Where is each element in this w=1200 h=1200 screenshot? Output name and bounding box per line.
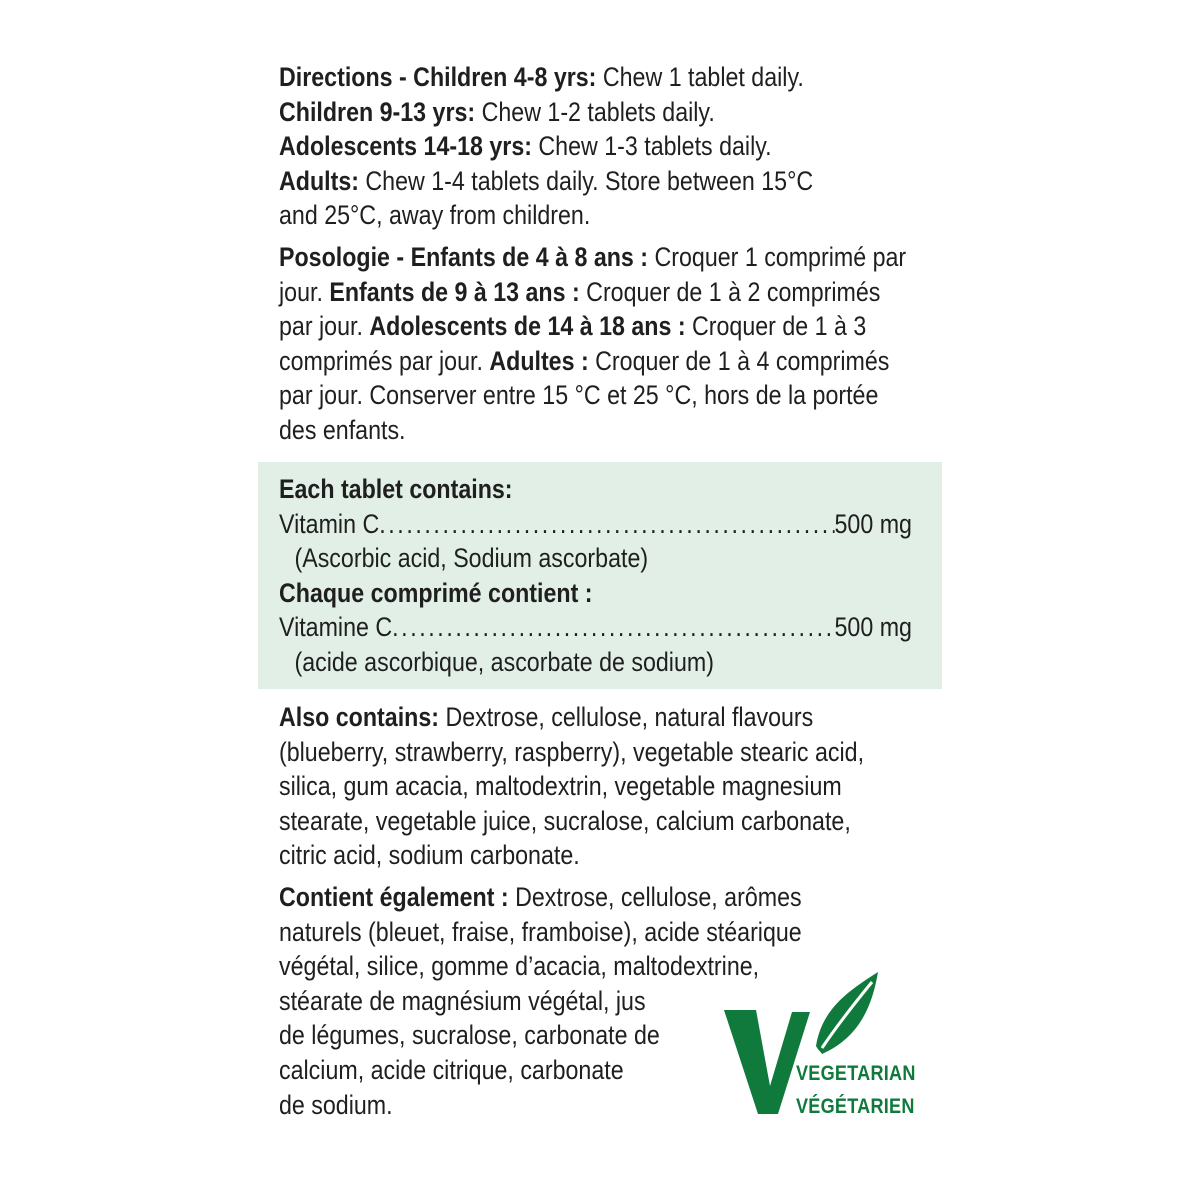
direction-text: Chew 1-4 tablets daily. Store between 15°C and 25°C, away from children.: [279, 165, 814, 231]
ingredient-row-en: [279, 507, 912, 542]
direction-line-adults: [279, 164, 847, 233]
posologie-label: Adolescents de 14 à 18 ans :: [369, 311, 686, 342]
directions-en: [279, 60, 864, 233]
contient-text: Dextrose, cellulose, arômes: [508, 881, 802, 912]
leader-dots: [379, 507, 834, 542]
vegetarian-label-fr: VÉGÉTARIEN: [796, 1095, 915, 1118]
posologie-text: Croquer de 1 à 4 comprimés par jour. Conserver entre 15 °C et 25 °C, hors de la portée des enfants.: [279, 345, 890, 445]
ingredient-name: Vitamin C: [279, 508, 380, 539]
direction-line-children-9-13: [279, 95, 864, 130]
posologie-text: Croquer 1 comprimé par jour.: [279, 241, 907, 307]
also-contains-en: [279, 700, 891, 873]
directions-fr: [279, 240, 909, 448]
direction-line-children-4-8: [279, 60, 864, 95]
ingredients-content: [279, 472, 915, 680]
ingredients-heading-fr: Chaque comprimé contient :: [279, 577, 593, 608]
direction-label: Children 9-13 yrs:: [279, 96, 476, 127]
posologie-label: Enfants de 9 à 13 ans :: [329, 276, 580, 307]
ingredients-heading-en: Each tablet contains:: [279, 474, 513, 504]
ingredient-name: Vitamine C: [279, 612, 393, 643]
direction-text: Chew 1-2 tablets daily.: [475, 96, 715, 127]
contient-text: de sodium.: [279, 1089, 393, 1120]
contient-text: naturels (bleuet, fraise, framboise), acide stéarique: [279, 916, 802, 947]
posologie-text: Croquer de 1 à 3 comprimés par jour.: [279, 311, 867, 376]
direction-label: Directions - Children 4-8 yrs:: [279, 62, 597, 92]
posologie-label: Adultes :: [489, 345, 589, 376]
ingredient-source-fr: (acide ascorbique, ascorbate de sodium): [294, 646, 714, 677]
also-contains-label: Also contains:: [279, 702, 439, 732]
contient-text: stéarate de magnésium végétal, jus: [279, 985, 646, 1016]
direction-line-adolescents: [279, 129, 864, 164]
contient-text: de légumes, sucralose, carbonate de: [279, 1020, 660, 1051]
directions-section: [279, 60, 907, 448]
vegetarian-badge-text: [796, 1057, 916, 1123]
direction-text: Chew 1-3 tablets daily.: [531, 131, 772, 162]
posologie-text: Croquer de 1 à 2 comprimés par jour.: [279, 276, 881, 342]
vegetarian-label-en: VEGETARIAN: [796, 1062, 916, 1085]
contient-text: végétal, silice, gomme d’acacia, maltodextrine,: [279, 951, 760, 982]
direction-text: Chew 1 tablet daily.: [596, 62, 804, 92]
contient-text: calcium, acide citrique, carbonate: [279, 1054, 624, 1085]
direction-label: Adults:: [279, 165, 359, 196]
ingredient-source-en: (Ascorbic acid, Sodium ascorbate): [294, 543, 649, 574]
leader-dots: [392, 610, 834, 645]
also-contains-text: Dextrose, cellulose, natural flavours (blueberry, strawberry, raspberry), vegetable stearic acid, silica, gum acacia, maltodextrin, vegetable magnesium stearate, vegetable juice, sucralose, calcium carbonate, citric acid, sodium carbonate.: [279, 702, 865, 871]
contient-label: Contient également :: [279, 881, 509, 912]
direction-label: Adolescents 14-18 yrs:: [279, 131, 532, 162]
ingredient-amount: 500 mg: [834, 508, 912, 539]
posologie-label: Posologie - Enfants de 4 à 8 ans :: [279, 241, 649, 272]
ingredient-amount: 500 mg: [834, 612, 912, 643]
ingredient-row-fr: [279, 610, 912, 645]
